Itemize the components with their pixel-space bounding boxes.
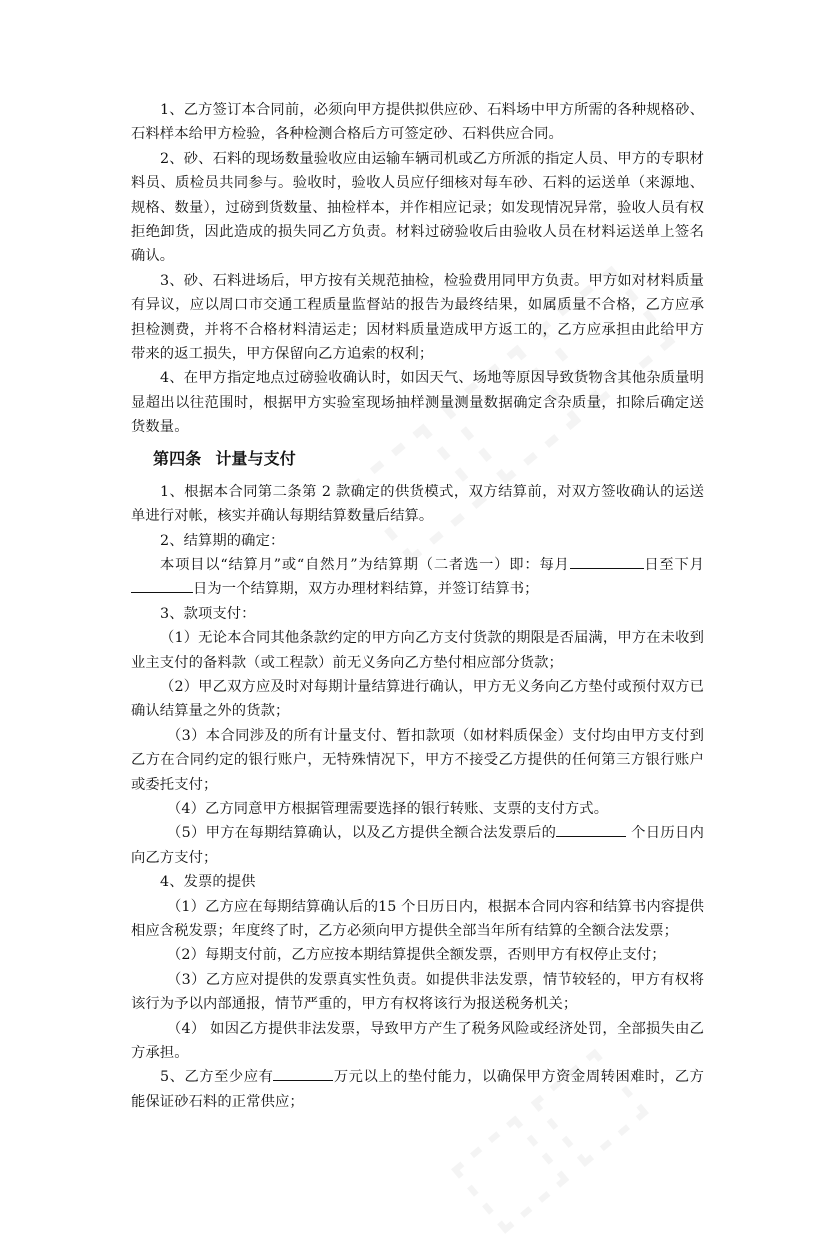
blank-field — [131, 577, 193, 593]
paragraph: （4）乙方同意甲方根据管理需要选择的银行转账、支票的支付方式。 — [167, 800, 609, 817]
text: 5、乙方至少应有 — [160, 1069, 274, 1086]
paragraph: 1、根据本合同第二条第 2 款确定的供货模式，双方结算前，对双方签收确认的运送单进行对帐，核实并确认每期结算数量后结算。 — [131, 483, 704, 525]
text: 日至下月 — [643, 556, 704, 573]
article-title: 计量与支付 — [215, 448, 296, 468]
paragraph-payment-days — [131, 821, 704, 870]
paragraph: 2、砂、石料的现场数量验收应由运输车辆司机或乙方所派的指定人员、甲方的专职材料员、质检员共同参与。验收时，验收人员应仔细核对每车砂、石料的运送单（来源地、规格、数量），过磅到货数量、抽检样本，并作相应记录；如发现情况异常，验收人员有权拒绝卸货，因此造成的损失同乙方负责。材料过磅验收后由验收人员在材料运送单上签名确认。 — [131, 150, 704, 265]
document-body — [131, 98, 704, 1114]
text: 本项目以“结算月”或“自然月”为结算期（二者选一）即：每月 — [160, 556, 570, 573]
paragraph: （2）每期支付前，乙方应按本期结算提供全额发票，否则甲方有权停止支付； — [167, 947, 666, 964]
paragraph: 3、砂、石料进场后，甲方按有关规范抽检，检验费用同甲方负责。甲方如对材料质量有异议，应以周口市交通工程质量监督站的报告为最终结果，如属质量不合格，乙方应承担检测费，并将不合格材料清运走；因材料质量造成甲方返工的，乙方应承担由此给甲方带来的返工损失，甲方保留向乙方追索的权利； — [131, 272, 704, 363]
paragraph: 1、乙方签订本合同前，必须向甲方提供拟供应砂、石料场中甲方所需的各种规格砂、石料样本给甲方检验，各种检测合格后方可签定砂、石料供应合同。 — [131, 102, 704, 143]
text: 日为一个结算期，双方办理材料结算，并签订结算书； — [193, 581, 539, 598]
text: 万元以上的垫付能力，以确保甲方资金周转困难时，乙方能保证砂石料的正常供应； — [131, 1069, 704, 1110]
paragraph: （4） 如因乙方提供非法发票，导致甲方产生了税务风险或经济处罚，全部损失由乙方承担。 — [131, 1020, 704, 1062]
paragraph: 4、在甲方指定地点过磅验收确认时，如因天气、场地等原因导致货物含其他杂质量明显超出以往范围时，根据甲方实验室现场抽样测量测量数据确定含杂质量，扣除后确定送货数量。 — [131, 370, 704, 436]
blank-field — [273, 1065, 333, 1081]
article-number: 第四条 — [153, 448, 202, 468]
paragraph: （2）甲乙双方应及时对每期计量结算进行确认，甲方无义务向乙方垫付或预付双方已确认结算量之外的货款； — [131, 678, 704, 720]
text: 个日历日内向乙方支付； — [131, 825, 704, 866]
paragraph: 2、结算期的确定： — [160, 532, 285, 549]
paragraph: （3）乙方应对提供的发票真实性负责。如提供非法发票，情节较轻的，甲方有权将该行为予以内部通报，情节严重的，甲方有权将该行为报送税务机关； — [131, 971, 704, 1013]
blank-field — [570, 553, 644, 569]
paragraph-settlement-period — [131, 553, 704, 602]
paragraph-advance-capacity — [131, 1065, 704, 1114]
article-heading — [131, 446, 704, 472]
text: （5）甲方在每期结算确认，以及乙方提供全额合法发票后的 — [167, 825, 557, 842]
blank-field — [556, 821, 626, 837]
paragraph: 3、款项支付： — [160, 605, 256, 622]
paragraph: （1）无论本合同其他条款约定的甲方向乙方支付货款的期限是否届满，甲方在未收到业主支付的备料款（或工程款）前无义务向乙方垫付相应部分货款； — [131, 630, 704, 671]
paragraph: （3）本合同涉及的所有计量支付、暂扣款项（如材料质保金）支付均由甲方支付到乙方在合同约定的银行账户，无特殊情况下，甲方不接受乙方提供的任何第三方银行账户或委托支付； — [131, 727, 704, 793]
paragraph: 4、发票的提供 — [160, 874, 256, 891]
paragraph: （1）乙方应在每期结算确认后的15 个日历日内，根据本合同内容和结算书内容提供相应含税发票；年度终了时，乙方必须向甲方提供全部当年所有结算的全额合法发票； — [131, 898, 704, 939]
